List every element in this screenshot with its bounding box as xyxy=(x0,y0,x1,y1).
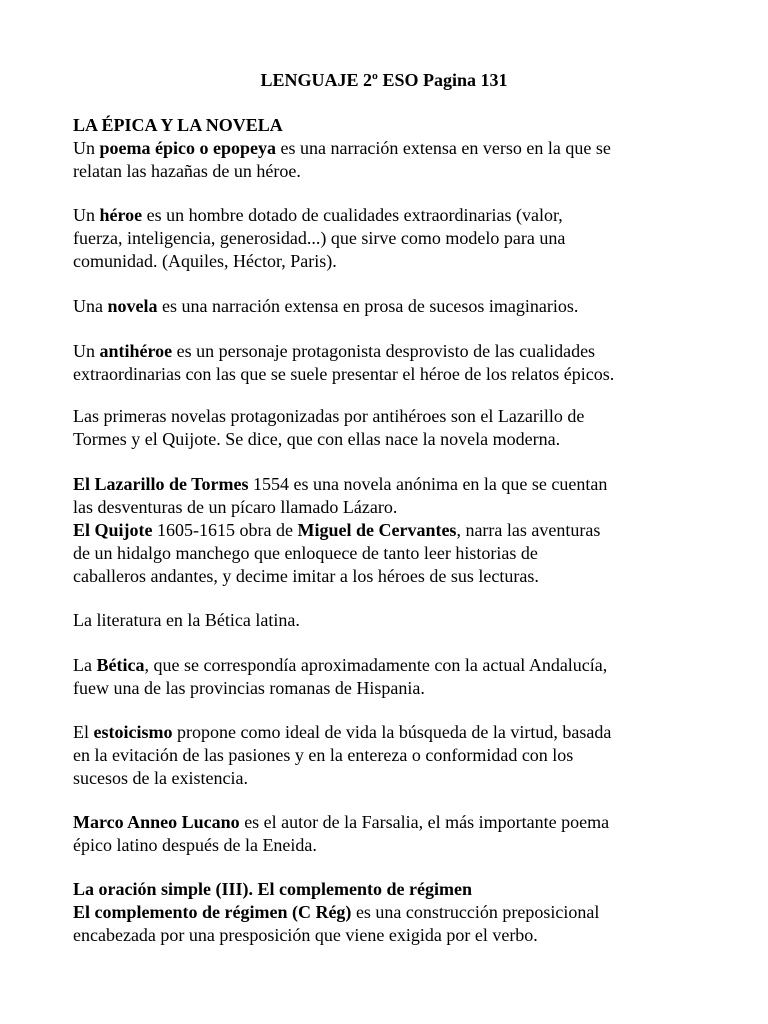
text-line xyxy=(73,137,611,160)
text-segment: propone como ideal de vida la búsqueda de la virtud, basada xyxy=(172,722,612,742)
text-segment: Tormes y el Quijote. Se dice, que con ellas nace la novela moderna. xyxy=(73,429,561,449)
text-segment: , que se correspondía aproximadamente con la actual Andalucía, xyxy=(144,655,608,675)
text-segment: es una narración extensa en prosa de sucesos imaginarios. xyxy=(157,296,579,316)
bold-term: El Lazarillo de Tormes xyxy=(73,474,249,494)
section-heading: La oración simple (III). El complemento de régimen xyxy=(73,879,472,899)
bold-term: Marco Anneo Lucano xyxy=(73,812,240,832)
text-segment: Un xyxy=(73,138,100,158)
text-segment: , narra las aventuras xyxy=(456,520,601,540)
text-segment: Una xyxy=(73,296,108,316)
text-line xyxy=(73,721,611,744)
text-line xyxy=(73,473,607,496)
bold-term: Miguel de Cervantes xyxy=(297,520,457,540)
text-line xyxy=(73,204,563,227)
text-segment: encabezada por una presposición que viene exigida por el verbo. xyxy=(73,925,538,945)
bold-term: novela xyxy=(107,296,158,316)
text-segment: es una construcción preposicional xyxy=(351,902,600,922)
bold-term: El Quijote xyxy=(73,520,153,540)
text-segment: relatan las hazañas de un héroe. xyxy=(73,161,301,181)
text-line xyxy=(73,405,584,428)
text-segment: Las primeras novelas protagonizadas por antihéroes son el Lazarillo de xyxy=(73,406,585,426)
text-segment: es una narración extensa en verso en la que se xyxy=(275,138,611,158)
text-segment: de un hidalgo manchego que enloquece de tanto leer historias de xyxy=(73,543,538,563)
section-heading: La literatura en la Bética latina. xyxy=(73,610,300,630)
text-line xyxy=(73,542,538,565)
bold-term: antihéroe xyxy=(99,341,173,361)
text-segment: las desventuras de un pícaro llamado Lázaro. xyxy=(73,497,398,517)
section-heading: LA ÉPICA Y LA NOVELA xyxy=(73,115,283,135)
text-line xyxy=(73,677,425,700)
text-segment: caballeros andantes, y decime imitar a los héroes de sus lecturas. xyxy=(73,566,539,586)
text-line xyxy=(73,160,301,183)
text-segment: El xyxy=(73,722,94,742)
text-segment: Un xyxy=(73,205,100,225)
text-segment: fuew una de las provincias romanas de Hispania. xyxy=(73,678,425,698)
text-line xyxy=(73,227,565,250)
text-line xyxy=(73,767,248,790)
bold-term: Bética xyxy=(96,655,145,675)
text-segment: en la evitación de las pasiones y en la entereza o conformidad con los xyxy=(73,745,574,765)
bold-term: héroe xyxy=(99,205,143,225)
text-segment: épico latino después de la Eneida. xyxy=(73,835,317,855)
text-line xyxy=(73,811,609,834)
text-line xyxy=(73,340,595,363)
text-line xyxy=(73,295,578,318)
text-line xyxy=(73,654,607,677)
bold-term: El complemento de régimen (C Rég) xyxy=(73,902,352,922)
page-title: LENGUAJE 2º ESO Pagina 131 xyxy=(260,70,508,90)
text-segment: sucesos de la existencia. xyxy=(73,768,248,788)
text-segment: extraordinarias con las que se suele presentar el héroe de los relatos épicos. xyxy=(73,364,615,384)
text-segment: es un hombre dotado de cualidades extraordinarias (valor, xyxy=(142,205,563,225)
bold-term: estoicismo xyxy=(93,722,173,742)
text-segment: es un personaje protagonista desprovisto de las cualidades xyxy=(172,341,596,361)
text-segment: 1605-1615 obra de xyxy=(152,520,298,540)
text-line xyxy=(73,565,539,588)
text-line xyxy=(73,496,397,519)
text-segment: 1554 es una novela anónima en la que se cuentan xyxy=(248,474,608,494)
text-line xyxy=(73,519,600,542)
text-line xyxy=(73,834,317,857)
text-line xyxy=(73,924,538,947)
text-line xyxy=(73,744,573,767)
text-line xyxy=(73,363,614,386)
text-line xyxy=(73,428,560,451)
text-line xyxy=(73,250,337,273)
text-segment: fuerza, inteligencia, generosidad...) que sirve como modelo para una xyxy=(73,228,566,248)
bold-term: poema épico o epopeya xyxy=(99,138,276,158)
text-line xyxy=(73,901,599,924)
text-segment: La xyxy=(73,655,97,675)
text-segment: comunidad. (Aquiles, Héctor, Paris). xyxy=(73,251,337,271)
text-segment: es el autor de la Farsalia, el más importante poema xyxy=(239,812,610,832)
text-segment: Un xyxy=(73,341,100,361)
